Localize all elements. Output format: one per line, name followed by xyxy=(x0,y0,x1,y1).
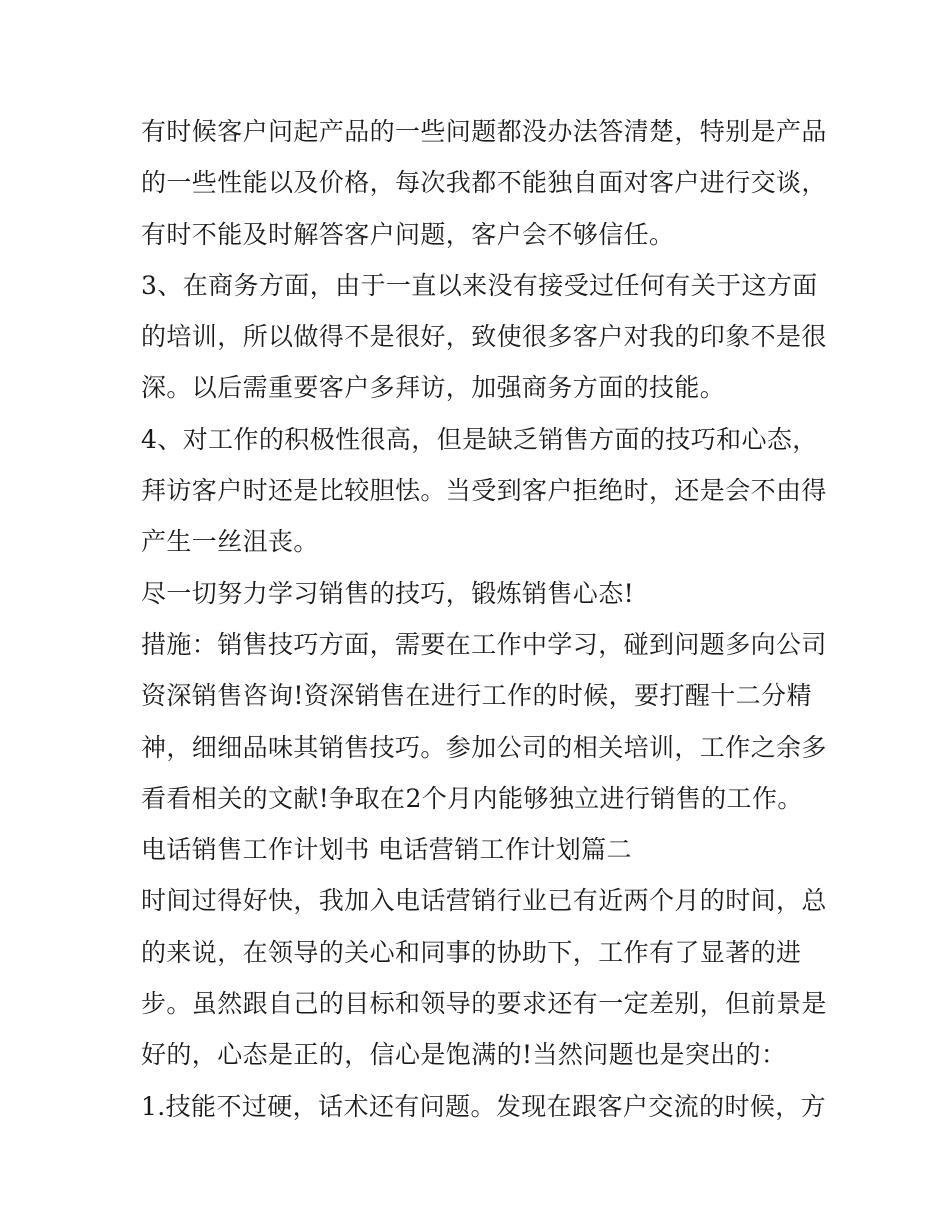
text-line: 的培训，所以做得不是很好，致使很多客户对我的印象不是很 xyxy=(141,322,827,352)
text-line: 资深销售咨询!资深销售在进行工作的时候，要打醒十二分精 xyxy=(141,681,812,711)
document-body xyxy=(141,106,827,1132)
text-line: 好的，心态是正的，信心是饱满的!当然问题也是突出的： xyxy=(141,1040,787,1070)
text-line: 4、对工作的积极性很高，但是缺乏销售方面的技巧和心态， xyxy=(141,424,818,454)
text-line: 有时不能及时解答客户问题，客户会不够信任。 xyxy=(141,219,675,249)
text-line: 深。以后需重要客户多拜访，加强商务方面的技能。 xyxy=(141,373,726,403)
text-line: 步。虽然跟自己的目标和领导的要求还有一定差别，但前景是 xyxy=(141,989,827,1019)
text-line: 的一些性能以及价格，每次我都不能独自面对客户进行交谈， xyxy=(141,168,827,198)
text-line: 看看相关的文献!争取在2个月内能够独立进行销售的工作。 xyxy=(141,783,803,813)
text-line: 有时候客户问起产品的一些问题都没办法答清楚，特别是产品 xyxy=(141,117,827,146)
text-line: 尽一切努力学习销售的技巧，锻炼销售心态! xyxy=(141,578,635,608)
text-line: 神，细细品味其销售技巧。参加公司的相关培训，工作之余多 xyxy=(141,732,827,762)
section-heading: 电话销售工作计划书 电话营销工作计划篇二 xyxy=(141,835,632,865)
text-line: 措施：销售技巧方面，需要在工作中学习，碰到问题多向公司 xyxy=(141,629,827,659)
text-line: 1.技能不过硬，话术还有问题。发现在跟客户交流的时候，方 xyxy=(141,1091,827,1121)
text-line: 3、在商务方面，由于一直以来没有接受过任何有关于这方面 xyxy=(141,270,818,300)
text-line: 产生一丝沮丧。 xyxy=(141,527,319,557)
text-line: 拜访客户时还是比较胆怯。当受到客户拒绝时，还是会不由得 xyxy=(141,476,827,506)
text-line: 的来说，在领导的关心和同事的协助下，工作有了显著的进 xyxy=(141,937,802,967)
text-line: 时间过得好快，我加入电话营销行业已有近两个月的时间，总 xyxy=(141,886,827,916)
